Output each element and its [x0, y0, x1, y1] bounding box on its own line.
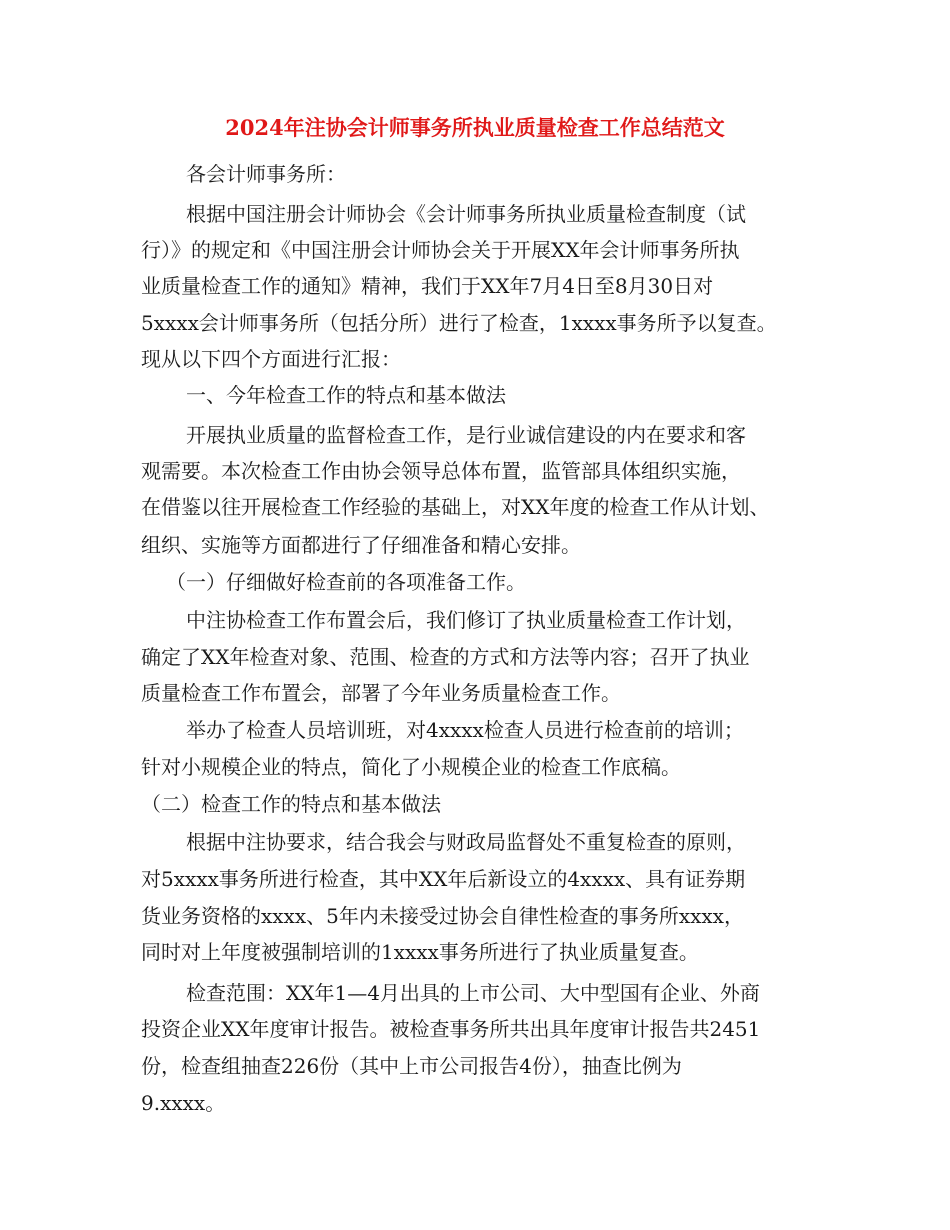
paragraph-line: 中注协检查工作布置会后，我们修订了执业质量检查工作计划，: [186, 608, 746, 632]
paragraph-line: 9.xxxx。: [141, 1091, 226, 1115]
paragraph-line: 观需要。本次检查工作由协会领导总体布置，监管部具体组织实施，: [141, 459, 741, 483]
subsection-heading: （二）检查工作的特点和基本做法: [141, 792, 441, 816]
paragraph-line: 现从以下四个方面进行汇报：: [141, 347, 401, 371]
paragraph-line: 组织、实施等方面都进行了仔细准备和精心安排。: [141, 533, 581, 557]
paragraph-line: 份，检查组抽查226份（其中上市公司报告4份），抽查比例为: [141, 1054, 682, 1078]
paragraph-line: 根据中注协要求，结合我会与财政局监督处不重复检查的原则，: [186, 830, 746, 854]
paragraph-line: 针对小规模企业的特点，简化了小规模企业的检查工作底稿。: [141, 755, 681, 779]
paragraph-line: 检查范围：XX年1—4月出具的上市公司、大中型国有企业、外商: [186, 981, 760, 1005]
paragraph-line: 5xxxx会计师事务所（包括分所）进行了检查，1xxxx事务所予以复查。: [141, 311, 777, 335]
paragraph-line: 根据中国注册会计师协会《会计师事务所执业质量检查制度（试: [186, 202, 746, 226]
paragraph-line: 同时对上年度被强制培训的1xxxx事务所进行了执业质量复查。: [141, 940, 699, 964]
paragraph-line: 确定了XX年检查对象、范围、检查的方式和方法等内容；召开了执业: [141, 645, 750, 669]
paragraph-line: 货业务资格的xxxx、5年内未接受过协会自律性检查的事务所xxxx，: [141, 904, 744, 928]
paragraph-line: 举办了检查人员培训班，对4xxxx检查人员进行检查前的培训；: [186, 718, 744, 742]
paragraph-line: 行）》的规定和《中国注册会计师协会关于开展XX年会计师事务所执: [141, 238, 740, 262]
paragraph-line: 开展执业质量的监督检查工作，是行业诚信建设的内在要求和客: [186, 423, 746, 447]
subsection-heading: （一）仔细做好检查前的各项准备工作。: [166, 570, 526, 594]
paragraph-line: 各会计师事务所：: [186, 162, 346, 186]
paragraph-line: 对5xxxx事务所进行检查，其中XX年后新设立的4xxxx、具有证券期: [141, 867, 746, 891]
paragraph-line: 投资企业XX年度审计报告。被检查事务所共出具年度审计报告共2451: [141, 1017, 761, 1041]
section-heading: 一、今年检查工作的特点和基本做法: [186, 383, 506, 407]
document-title: 2024年注协会计师事务所执业质量检查工作总结范文: [225, 115, 725, 140]
paragraph-line: 质量检查工作布置会，部署了今年业务质量检查工作。: [141, 681, 621, 705]
paragraph-line: 业质量检查工作的通知》精神，我们于XX年7月4日至8月30日对: [141, 274, 714, 298]
paragraph-line: 在借鉴以往开展检查工作经验的基础上，对XX年度的检查工作从计划、: [141, 495, 770, 519]
